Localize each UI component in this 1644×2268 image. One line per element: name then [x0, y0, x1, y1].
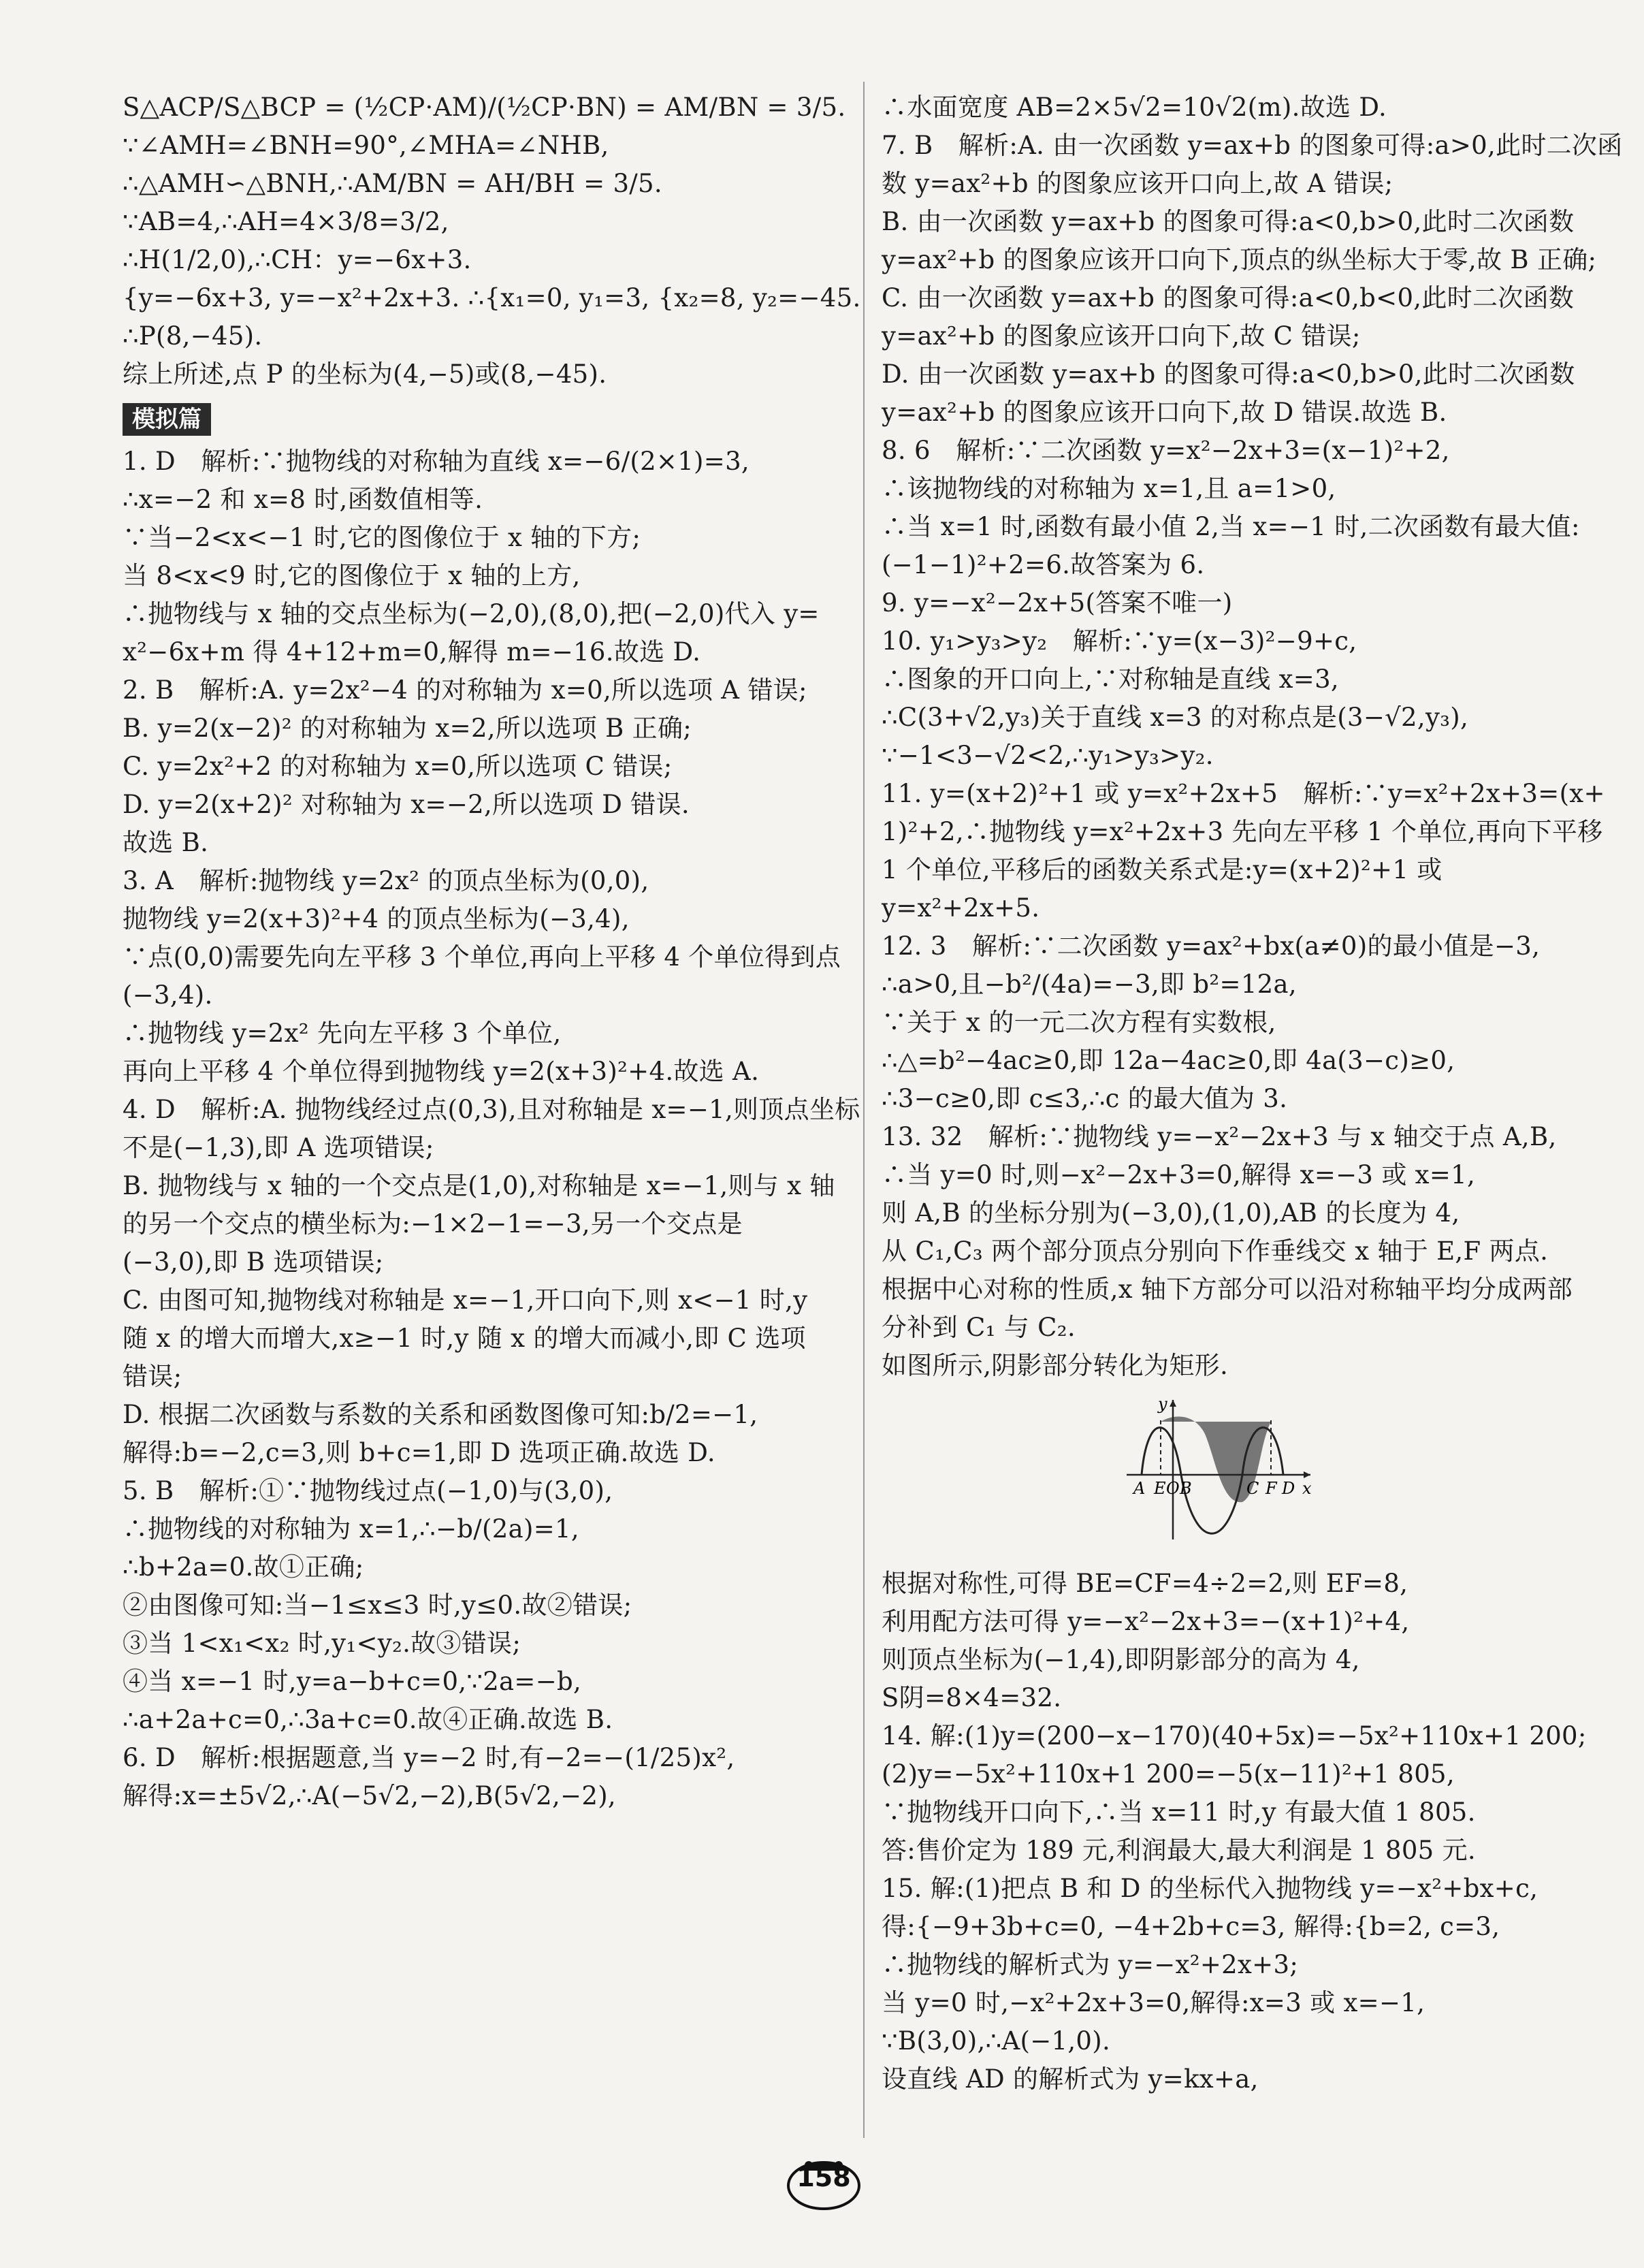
parabola-diagram [1113, 1393, 1624, 1552]
text-line: 设直线 AD 的解析式为 y=kx+a, [882, 2064, 1259, 2094]
text-line: 答:售价定为 189 元,利润最大,最大利润是 1 805 元. [882, 1836, 1476, 1865]
y-axis-label: y [1158, 1394, 1167, 1413]
text-line: ∵B(3,0),∴A(−1,0). [882, 2026, 1111, 2056]
text-line: 则 A,B 的坐标分别为(−3,0),(1,0),AB 的长度为 4, [882, 1198, 1460, 1228]
text-line: 综上所述,点 P 的坐标为(4,−5)或(8,−45). [123, 360, 607, 389]
text-line: 11. y=(x+2)²+1 或 y=x²+2x+5 解析:∵y=x²+2x+3=(x+ [882, 779, 1605, 808]
text-line: ∴抛物线的解析式为 y=−x²+2x+3; [882, 1950, 1299, 1979]
text-line: ∵关于 x 的一元二次方程有实数根, [882, 1008, 1276, 1037]
text-line: 则顶点坐标为(−1,4),即阴影部分的高为 4, [882, 1645, 1360, 1674]
text-line: ∴当 y=0 时,则−x²−2x+3=0,解得 x=−3 或 x=1, [882, 1160, 1476, 1189]
text-line: B. 抛物线与 x 轴的一个交点是(1,0),对称轴是 x=−1,则与 x 轴 [123, 1171, 835, 1200]
text-line: 抛物线 y=2(x+3)²+4 的顶点坐标为(−3,4), [123, 904, 630, 933]
text-line: ∴x=−2 和 x=8 时,函数值相等. [123, 485, 483, 514]
text-line: D. 根据二次函数与系数的关系和函数图像可知:b/2=−1, [123, 1400, 758, 1429]
column-divider [863, 82, 865, 2138]
text-line: S△ACP/S△BCP = (½CP·AM)/(½CP·BN) = AM/BN = 3/5. [123, 93, 846, 122]
text-line: ∵当−2<x<−1 时,它的图像位于 x 轴的下方; [123, 523, 641, 552]
text-line: ∵−1<3−√2<2,∴y₁>y₃>y₂. [882, 741, 1214, 770]
text-line: 得:{−9+3b+c=0, −4+2b+c=3, 解得:{b=2, c=3, [882, 1912, 1500, 1941]
text-line: y=ax²+b 的图象应该开口向下,故 D 错误.故选 B. [882, 398, 1447, 427]
text-line: ∵点(0,0)需要先向左平移 3 个单位,再向上平移 4 个单位得到点 [123, 942, 841, 972]
text-line: ∴P(8,−45). [123, 321, 263, 351]
text-line: ③当 1<x₁<x₂ 时,y₁<y₂.故③错误; [123, 1629, 521, 1658]
text-line: ∴抛物线的对称轴为 x=1,∴−b/(2a)=1, [123, 1514, 579, 1544]
text-line: S阴=8×4=32. [882, 1683, 1062, 1712]
text-line: 解得:x=±5√2,∴A(−5√2,−2),B(5√2,−2), [123, 1781, 616, 1810]
page-number: 158 [796, 2162, 851, 2192]
text-line: ∴水面宽度 AB=2×5√2=10√2(m).故选 D. [882, 93, 1387, 122]
text-line: ∴抛物线 y=2x² 先向左平移 3 个单位, [123, 1019, 562, 1048]
point-label-e: E [1154, 1479, 1166, 1498]
text-line: 14. 解:(1)y=(200−x−170)(40+5x)=−5x²+110x+1 200; [882, 1721, 1587, 1751]
text-line: (−3,4). [123, 980, 213, 1010]
text-line: (−3,0),即 B 选项错误; [123, 1247, 384, 1277]
text-line: 随 x 的增大而增大,x≥−1 时,y 随 x 的增大而减小,即 C 选项 [123, 1324, 806, 1353]
left-solution-lines [123, 89, 861, 394]
text-line: {y=−6x+3, y=−x²+2x+3. ∴{x₁=0, y₁=3, {x₂=8, y₂=−45. [123, 283, 861, 313]
text-line: 当 y=0 时,−x²+2x+3=0,解得:x=3 或 x=−1, [882, 1988, 1425, 2017]
text-line: 如图所示,阴影部分转化为矩形. [882, 1351, 1229, 1380]
text-line: 3. A 解析:抛物线 y=2x² 的顶点坐标为(0,0), [123, 866, 649, 895]
text-line: ∴当 x=1 时,函数有最小值 2,当 x=−1 时,二次函数有最大值: [882, 512, 1580, 541]
text-line: 1)²+2,∴抛物线 y=x²+2x+3 先向左平移 1 个单位,再向下平移 [882, 817, 1603, 846]
text-line: 根据中心对称的性质,x 轴下方部分可以沿对称轴平均分成两部 [882, 1275, 1573, 1304]
text-line: 8. 6 解析:∵二次函数 y=x²−2x+3=(x−1)²+2, [882, 436, 1450, 465]
text-line: C. 由一次函数 y=ax+b 的图象可得:a<0,b<0,此时二次函数 [882, 283, 1575, 313]
text-line: 分补到 C₁ 与 C₂. [882, 1313, 1076, 1342]
text-line: C. y=2x²+2 的对称轴为 x=0,所以选项 C 错误; [123, 752, 673, 781]
text-line: ②由图像可知:当−1≤x≤3 时,y≤0.故②错误; [123, 1591, 632, 1620]
text-line: 9. y=−x²−2x+5(答案不唯一) [882, 588, 1233, 618]
text-line: ∴图象的开口向上,∵对称轴是直线 x=3, [882, 665, 1339, 694]
text-line: ∵抛物线开口向下,∴当 x=11 时,y 有最大值 1 805. [882, 1798, 1476, 1827]
text-line: 5. B 解析:①∵抛物线过点(−1,0)与(3,0), [123, 1476, 613, 1505]
text-line: ∴3−c≥0,即 c≤3,∴c 的最大值为 3. [882, 1084, 1288, 1113]
text-line: 10. y₁>y₃>y₂ 解析:∵y=(x−3)²−9+c, [882, 626, 1357, 656]
left-column [123, 89, 861, 1815]
text-line: 再向上平移 4 个单位得到抛物线 y=2(x+3)²+4.故选 A. [123, 1057, 760, 1086]
text-line: 的另一个交点的横坐标为:−1×2−1=−3,另一个交点是 [123, 1209, 743, 1239]
text-line: ∴a>0,且−b²/(4a)=−3,即 b²=12a, [882, 970, 1297, 999]
text-line: ∴抛物线与 x 轴的交点坐标为(−2,0),(8,0),把(−2,0)代入 y= [123, 599, 820, 628]
text-line: 15. 解:(1)把点 B 和 D 的坐标代入抛物线 y=−x²+bx+c, [882, 1874, 1538, 1903]
right-answer-lines-top [882, 89, 1624, 1385]
text-line: 解得:b=−2,c=3,则 b+c=1,即 D 选项正确.故选 D. [123, 1438, 715, 1467]
right-answer-lines-bottom [882, 1565, 1624, 2098]
text-line: ∴a+2a+c=0,∴3a+c=0.故④正确.故选 B. [123, 1705, 613, 1734]
text-line: 1 个单位,平移后的函数关系式是:y=(x+2)²+1 或 [882, 855, 1442, 884]
text-line: y=x²+2x+5. [882, 893, 1040, 923]
text-line: ∴H(1/2,0),∴CH：y=−6x+3. [123, 245, 472, 274]
page-number-badge [783, 2152, 865, 2213]
text-line: ∴该抛物线的对称轴为 x=1,且 a=1>0, [882, 474, 1336, 503]
text-line: D. 由一次函数 y=ax+b 的图象可得:a<0,b>0,此时二次函数 [882, 360, 1575, 389]
text-line: 故选 B. [123, 828, 209, 857]
text-line: 数 y=ax²+b 的图象应该开口向上,故 A 错误; [882, 169, 1393, 198]
text-line: 12. 3 解析:∵二次函数 y=ax²+bx(a≠0)的最小值是−3, [882, 931, 1541, 961]
text-line: ∴C(3+√2,y₃)关于直线 x=3 的对称点是(3−√2,y₃), [882, 703, 1469, 732]
text-line: B. y=2(x−2)² 的对称轴为 x=2,所以选项 B 正确; [123, 714, 692, 743]
text-line: ④当 x=−1 时,y=a−b+c=0,∵2a=−b, [123, 1667, 582, 1696]
text-line: 利用配方法可得 y=−x²−2x+3=−(x+1)²+4, [882, 1607, 1410, 1636]
section-tag: 模拟篇 [123, 403, 211, 436]
point-label-o: O [1166, 1479, 1180, 1498]
right-column [882, 89, 1624, 2098]
text-line: y=ax²+b 的图象应该开口向下,顶点的纵坐标大于零,故 B 正确; [882, 245, 1597, 274]
text-line: ∵∠AMH=∠BNH=90°,∠MHA=∠NHB, [123, 131, 609, 160]
text-line: 6. D 解析:根据题意,当 y=−2 时,有−2=−(1/25)x², [123, 1743, 735, 1772]
text-line: 错误; [123, 1362, 182, 1391]
text-line: y=ax²+b 的图象应该开口向下,故 C 错误; [882, 321, 1361, 351]
left-answer-lines [123, 443, 860, 1815]
text-line: ∴△=b²−4ac≥0,即 12a−4ac≥0,即 4a(3−c)≥0, [882, 1046, 1455, 1075]
text-line: 2. B 解析:A. y=2x²−4 的对称轴为 x=0,所以选项 A 错误; [123, 675, 807, 705]
text-line: 13. 32 解析:∵抛物线 y=−x²−2x+3 与 x 轴交于点 A,B, [882, 1122, 1557, 1151]
text-line: (2)y=−5x²+110x+1 200=−5(x−11)²+1 805, [882, 1759, 1455, 1789]
text-line: ∴b+2a=0.故①正确; [123, 1552, 364, 1582]
point-label-f: F [1266, 1479, 1277, 1498]
text-line: 当 8<x<9 时,它的图像位于 x 轴的上方, [123, 561, 581, 590]
parabola-diagram-svg [1113, 1393, 1317, 1550]
text-line: 4. D 解析:A. 抛物线经过点(0,3),且对称轴是 x=−1,则顶点坐标 [123, 1095, 860, 1124]
text-line: (−1−1)²+2=6.故答案为 6. [882, 550, 1205, 579]
text-line: 1. D 解析:∵抛物线的对称轴为直线 x=−6/(2×1)=3, [123, 447, 750, 476]
point-label-a: A [1133, 1479, 1146, 1498]
text-line: ∴△AMH∽△BNH,∴AM/BN = AH/BH = 3/5. [123, 169, 662, 198]
text-line: D. y=2(x+2)² 对称轴为 x=−2,所以选项 D 错误. [123, 790, 690, 819]
text-line: ∵AB=4,∴AH=4×3/8=3/2, [123, 207, 449, 236]
text-line: C. 由图可知,抛物线对称轴是 x=−1,开口向下,则 x<−1 时,y [123, 1285, 808, 1315]
text-line: 不是(−1,3),即 A 选项错误; [123, 1133, 434, 1162]
text-line: B. 由一次函数 y=ax+b 的图象可得:a<0,b>0,此时二次函数 [882, 207, 1575, 236]
x-axis-label: x [1302, 1479, 1312, 1498]
text-line: 根据对称性,可得 BE=CF=4÷2=2,则 EF=8, [882, 1569, 1408, 1598]
point-label-b: B [1180, 1479, 1192, 1498]
text-line: 从 C₁,C₃ 两个部分顶点分别向下作垂线交 x 轴于 E,F 两点. [882, 1236, 1549, 1266]
point-label-d: D [1282, 1479, 1295, 1498]
text-line: 7. B 解析:A. 由一次函数 y=ax+b 的图象可得:a>0,此时二次函 [882, 131, 1623, 160]
text-line: x²−6x+m 得 4+12+m=0,解得 m=−16.故选 D. [123, 637, 701, 667]
point-label-c: C [1246, 1479, 1259, 1498]
